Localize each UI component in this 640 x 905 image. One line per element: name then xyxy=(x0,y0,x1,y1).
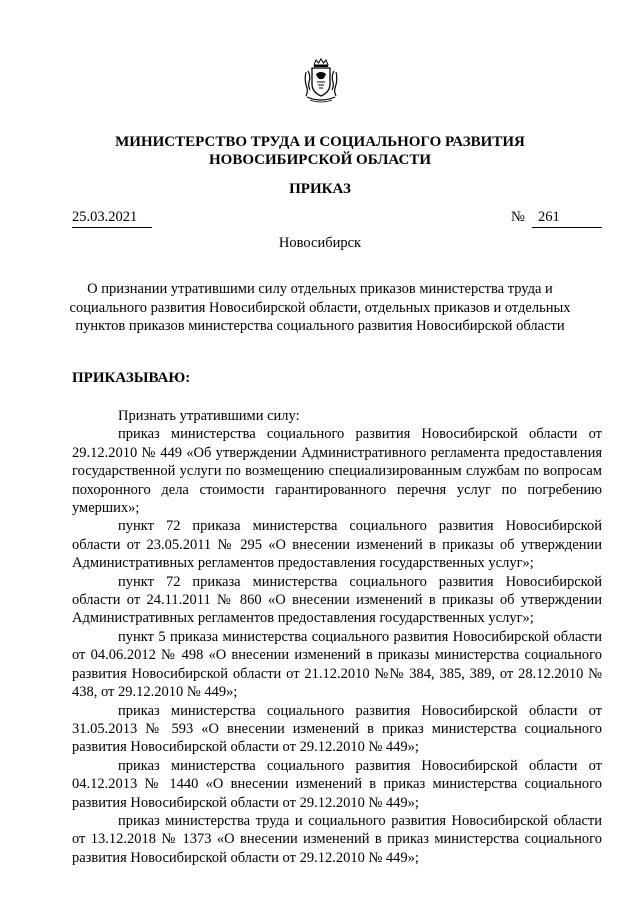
body-item: приказ министерства социального развития Новосибирской области от 04.12.2013 № 1440 «О внесении изменений в приказ министерства социального развития Новосибирской области от 29.12.2010 № 449»; xyxy=(72,757,602,811)
city: Новосибирск xyxy=(278,235,362,251)
order-date: 25.03.2021 xyxy=(72,208,152,228)
order-body xyxy=(72,407,602,867)
body-intro: Признать утратившими силу: xyxy=(118,408,300,424)
body-item: пункт 5 приказа министерства социального развития Новосибирской области от 04.06.2012 № 498 «О внесении изменений в приказы министерства социального развития Новосибирской области от 21.12.2010 №№ 384, 385, 389, от 28.12.2010 № 438, от 29.12.2010 № 449»; xyxy=(72,628,602,701)
body-item: приказ министерства социального развития Новосибирской области от 29.12.2010 № 449 «Об утверждении Административного регламента предоставления государственной услуги по возмещению специализированным службам по вопросам похоронного дела стоимости гарантированного перечня услуг по погребению умерших»; xyxy=(72,426,602,517)
ministry-title-line1: МИНИСТЕРСТВО ТРУДА И СОЦИАЛЬНОГО РАЗВИТИЯ xyxy=(115,134,525,150)
coat-of-arms-icon xyxy=(303,58,339,104)
order-subject: О признании утратившими силу отдельных приказов министерства труда и социального развития Новосибирской области, отдельных приказов и отдельных пунктов приказов министерства социального развития Новосибирской области xyxy=(69,281,571,334)
body-item: приказ министерства труда и социального развития Новосибирской области от 13.12.2018 № 1373 «О внесении изменений в приказ министерства социального развития Новосибирской области от 29.12.2010 № 449»; xyxy=(72,812,602,866)
number-sign: № xyxy=(511,209,525,225)
ministry-title-line2: НОВОСИБИРСКОЙ ОБЛАСТИ xyxy=(208,152,432,168)
body-item: приказ министерства социального развития Новосибирской области от 31.05.2013 № 593 «О внесении изменений в приказ министерства социального развития Новосибирской области от 29.12.2010 № 449»; xyxy=(72,702,602,756)
body-item: пункт 72 приказа министерства социального развития Новосибирской области от 23.05.2011 № 295 «О внесении изменений в приказы об утверждении Административных регламентов предоставления государственных услуг»; xyxy=(72,518,602,572)
order-number: 261 xyxy=(532,208,602,228)
order-word: ПРИКАЗЫВАЮ: xyxy=(72,370,191,386)
document-type: ПРИКАЗ xyxy=(289,181,351,197)
body-item: пункт 72 приказа министерства социального развития Новосибирской области от 24.11.2011 № 860 «О внесении изменений в приказы об утверждении Административных регламентов предоставления государственных услуг»; xyxy=(72,573,602,627)
